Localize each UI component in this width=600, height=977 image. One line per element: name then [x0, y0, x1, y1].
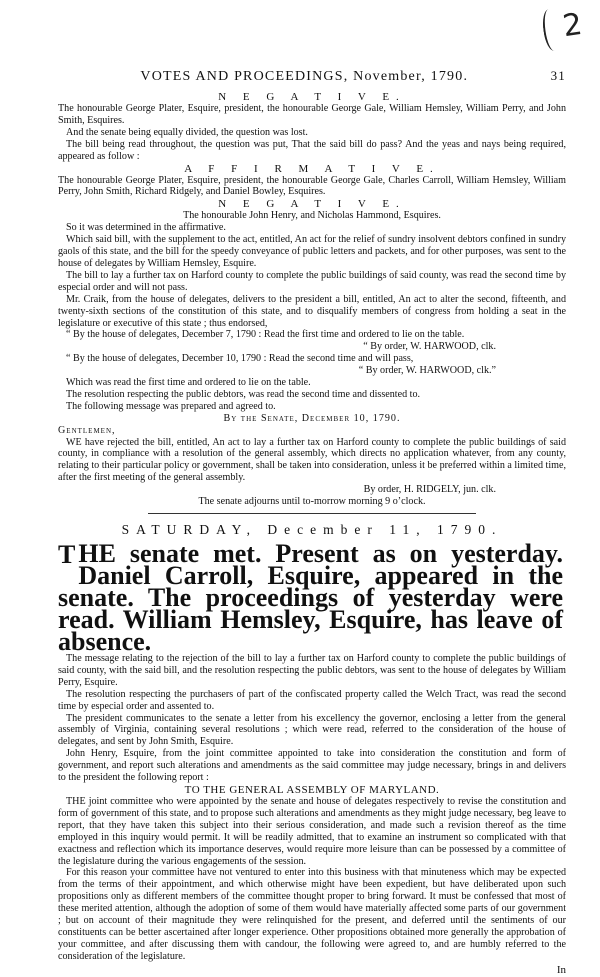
proceedings-december-11 — [58, 539, 566, 977]
dec11-text: The message relating to the rejection of the bill to lay a further tax on Harford county to complete the public buildings of said county, with the said bill, and the resolution respecting the public debtors, was sent to the house of delegates by William Perry, Esquire. — [58, 653, 566, 688]
dec11-text: John Henry, Esquire, from the joint committee appointed to take into consideration the constitution and form of government, and report such alterations and amendments as the said committee may judge necessary, brings in and delivers to the president the following report : — [58, 748, 566, 784]
dec10-text: “ By order, W. HARWOOD, clk. — [363, 341, 496, 353]
dec10-text: The honourable John Henry, and Nicholas Hammond, Esquires. — [183, 210, 441, 222]
dec10-paragraph — [58, 484, 566, 496]
dec11-paragraph — [58, 748, 566, 784]
day-heading: SATURDAY, December 11, 1790. — [121, 522, 503, 537]
dec11-paragraph — [58, 796, 566, 867]
dec10-text: N E G A T I V E. — [218, 91, 406, 103]
dec10-text: “ By the house of delegates, December 7, 1790 : Read the first time and ordered to lie on the table. — [66, 329, 465, 341]
catchword: In — [556, 963, 566, 976]
dec10-paragraph — [58, 222, 566, 234]
dec10-text: A F F I R M A T I V E. — [184, 162, 440, 175]
dec11-text: HE senate met. Present as on yesterday. Daniel Carroll, Esquire, appeared in the senate. The proceedings of yesterday were read. William Hemsley, Esquire, has leave of absence. — [58, 539, 563, 656]
dec10-text: And the senate being equally divided, the question was lost. — [66, 126, 308, 138]
dec10-paragraph — [58, 210, 566, 222]
dec10-text: N E G A T I V E. — [218, 198, 406, 211]
page-content — [58, 68, 566, 977]
dec10-paragraph — [58, 353, 566, 365]
section-divider-rule — [148, 513, 476, 514]
dec10-paragraph — [58, 270, 566, 294]
dec10-paragraph — [58, 163, 566, 175]
dec10-text: Which said bill, with the supplement to the act, entitled, An act for the relief of sundry insolvent debtors confined in sundry gaols of this state, and the bill for the speedy conveyance of public letters and packets, and for other purposes, was sent to the house of delegates by William Hemsley, Esquire. — [58, 234, 566, 269]
dec10-paragraph — [58, 413, 566, 425]
proceedings-december-10 — [58, 91, 566, 508]
dec10-paragraph — [58, 329, 566, 341]
dec10-text: The honourable George Plater, Esquire, president, the honourable George Gale, Charles Carroll, William Hemsley, William Perry, John Smith, Richard Ridgely, and Daniel Bowley, Esquires. — [58, 174, 566, 198]
dec10-text: The bill to lay a further tax on Harford county to complete the public buildings of said county, was read the second time by especial order and will not pass. — [58, 269, 566, 293]
dec11-text: THE joint committee who were appointed by the senate and house of delegates respectively to revise the constitution and form of government of this state, and to propose such alterations and amendments as they might judge necessary, beg leave to report, that they have taken this subject into their serious consideration, and made such a revision thereof as the time employed in this inquiry would permit. It will be readily admitted, that to examine an instrument so complicated with that exactness and reflection which its importance deserves, would require more leisure than can be possessed by a committee of the legislature during the various engagements of the session. — [58, 795, 566, 867]
running-head-title: VOTES AND PROCEEDINGS, November, 1790. — [140, 69, 469, 84]
dec10-text: Gentlemen, — [58, 424, 116, 436]
dec11-paragraph — [58, 689, 566, 713]
drop-cap-letter: T — [58, 540, 76, 569]
dec10-text: The honourable George Plater, Esquire, president, the honourable George Gale, William Hemsley, William Perry, and John Smith, Esquires. — [58, 103, 566, 126]
dec10-text: The senate adjourns until to-morrow morning 9 o’clock. — [198, 496, 426, 508]
dec10-paragraph — [58, 389, 566, 401]
dec10-paragraph — [58, 175, 566, 199]
dec10-text: “ By the house of delegates, December 10, 1790 : Read the second time and will pass, — [66, 353, 414, 365]
dec10-paragraph — [58, 425, 566, 437]
dec10-paragraph — [58, 234, 566, 270]
dec11-text: The resolution respecting the purchasers of part of the confiscated property called the Welch Tract, was read the second time by especial order and assented to. — [58, 688, 566, 712]
dec10-paragraph — [58, 91, 566, 103]
dec10-text: Which was read the first time and ordered to lie on the table. — [66, 377, 311, 389]
dec10-text: “ By order, W. HARWOOD, clk.” — [358, 365, 496, 377]
dec10-paragraph — [58, 401, 566, 413]
dec10-paragraph — [58, 365, 566, 377]
dec11-text: For this reason your committee have not ventured to enter into this business with that minuteness which may be expected from the terms of their appointment, and which otherwise might have been expedient, but have deliberated upon such propositions only as different members of the committee thought proper to bring forward. It must be confessed that most of these merited attention, although the adoption of some of them would have materially affected some parts of our government ; but on account of their magnitude they were relinquished for the present, and deferred until the sentiments of our constituents can be better ascertained after longer experience. Other propositions obtained more generally the approbation of your committee, and after discussing them with candour, the following were agreed to, and are humbly referred to the consideration of the legislature. — [58, 867, 566, 962]
dec10-paragraph — [58, 198, 566, 210]
dec10-paragraph — [58, 294, 566, 330]
dec10-text: WE have rejected the bill, entitled, An act to lay a further tax on Harford county to complete the public buildings of said county, in compliance with a resolution of the general assembly, which directs no application whatever, from any county, relating to their particular policy or government, shall be taken into consideration, unless it be preferred within a limited time, after the first meeting of the general assembly. — [58, 436, 566, 484]
dec10-text: By the Senate, December 10, 1790. — [223, 412, 401, 424]
dec10-paragraph — [58, 437, 566, 485]
margin-page-mark: 2 — [560, 6, 585, 45]
dec10-paragraph — [58, 377, 566, 389]
dec10-text: The following message was prepared and agreed to. — [66, 400, 276, 412]
dec11-paragraph — [58, 867, 566, 962]
dec11-paragraph — [58, 539, 563, 656]
dec10-paragraph — [58, 103, 566, 127]
dec11-paragraph — [58, 784, 566, 796]
dec10-text: Mr. Craik, from the house of delegates, delivers to the president a bill, entitled, An act to alter the second, fifteenth, and twenty-sixth sections of the constitution of this state, and to disqualify members of congress from holding a seat in the legislature or executive of this state ; thus endorsed, — [58, 293, 566, 329]
dec10-paragraph — [58, 341, 566, 353]
page-number: 31 — [550, 68, 566, 83]
dec10-text: The bill being read throughout, the question was put, That the said bill do pass? And the yeas and nays being required, appeared as follow : — [58, 138, 566, 162]
dec10-text: By order, H. RIDGELY, jun. clk. — [363, 484, 496, 496]
running-head — [58, 68, 566, 85]
dec10-text: The resolution respecting the public debtors, was read the second time and dissented to. — [66, 388, 421, 400]
dec10-paragraph — [58, 127, 566, 139]
dec10-text: So it was determined in the affirmative. — [66, 222, 226, 234]
dec11-text: TO THE GENERAL ASSEMBLY OF MARYLAND. — [184, 783, 440, 796]
dec11-text: The president communicates to the senate a letter from his excellency the governor, enclosing a letter from the general assembly of Virginia, containing several resolutions ; which were read, referred to the consideration of the house of delegates, and sent by John Smith, Esquire. — [58, 712, 566, 748]
dec10-paragraph — [58, 139, 566, 163]
dec11-paragraph — [58, 713, 566, 749]
dec10-paragraph — [58, 496, 566, 508]
